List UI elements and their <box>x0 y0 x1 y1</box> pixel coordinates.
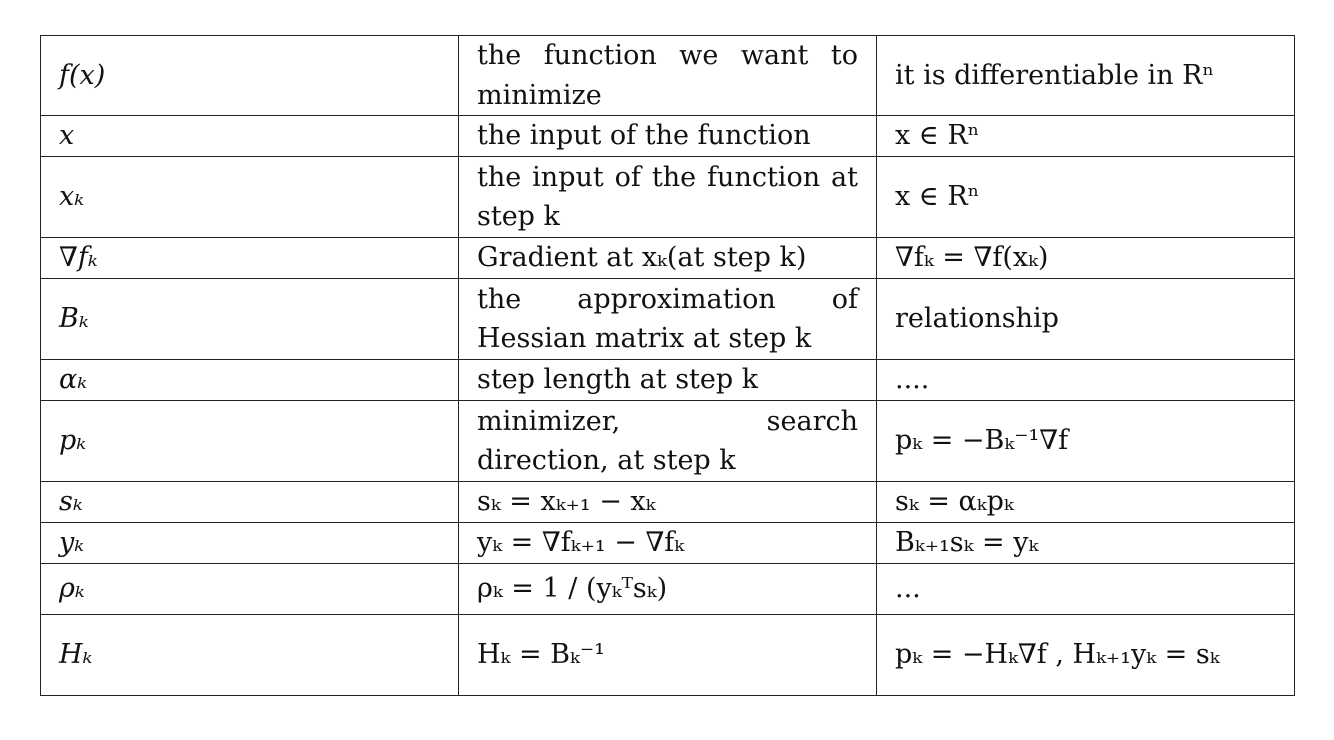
note-cell: relationship <box>877 279 1295 360</box>
symbol-cell: ρₖ <box>41 564 459 615</box>
description-cell: the input of the function at step k <box>459 157 877 238</box>
table-row <box>41 279 1295 360</box>
note-cell: x ∈ Rⁿ <box>877 157 1295 238</box>
note-cell: .... <box>877 360 1295 401</box>
description-cell: yₖ = ∇fₖ₊₁ − ∇fₖ <box>459 523 877 564</box>
table-row <box>41 360 1295 401</box>
description-cell: ρₖ = 1 / (yₖᵀsₖ) <box>459 564 877 615</box>
symbol-cell: f(x) <box>41 36 459 116</box>
symbol-cell: yₖ <box>41 523 459 564</box>
note-cell: pₖ = −Hₖ∇f , Hₖ₊₁yₖ = sₖ <box>877 615 1295 696</box>
description-cell: minimizer, search direction, at step k <box>459 401 877 482</box>
notation-table <box>40 35 1295 696</box>
description-cell: the approximation of Hessian matrix at step k <box>459 279 877 360</box>
description-cell: Hₖ = Bₖ⁻¹ <box>459 615 877 696</box>
table-row <box>41 36 1295 116</box>
table-row <box>41 157 1295 238</box>
table-row <box>41 615 1295 696</box>
symbol-cell: Bₖ <box>41 279 459 360</box>
table-row <box>41 482 1295 523</box>
description-cell: the function we want to minimize <box>459 36 877 116</box>
symbol-cell: x <box>41 116 459 157</box>
table-row <box>41 238 1295 279</box>
symbol-cell: xₖ <box>41 157 459 238</box>
note-cell: ∇fₖ = ∇f(xₖ) <box>877 238 1295 279</box>
description-cell: sₖ = xₖ₊₁ − xₖ <box>459 482 877 523</box>
symbol-cell: ∇fₖ <box>41 238 459 279</box>
note-cell: pₖ = −Bₖ⁻¹∇f <box>877 401 1295 482</box>
table-row <box>41 564 1295 615</box>
description-cell: the input of the function <box>459 116 877 157</box>
note-cell: Bₖ₊₁sₖ = yₖ <box>877 523 1295 564</box>
description-cell: Gradient at xₖ(at step k) <box>459 238 877 279</box>
symbol-cell: Hₖ <box>41 615 459 696</box>
symbol-cell: sₖ <box>41 482 459 523</box>
note-cell: ... <box>877 564 1295 615</box>
table-row <box>41 116 1295 157</box>
description-cell: step length at step k <box>459 360 877 401</box>
table-row <box>41 401 1295 482</box>
note-cell: sₖ = αₖpₖ <box>877 482 1295 523</box>
table-row <box>41 523 1295 564</box>
symbol-cell: pₖ <box>41 401 459 482</box>
note-cell: it is differentiable in Rⁿ <box>877 36 1295 116</box>
note-cell: x ∈ Rⁿ <box>877 116 1295 157</box>
notation-table-body <box>41 36 1295 696</box>
symbol-cell: αₖ <box>41 360 459 401</box>
